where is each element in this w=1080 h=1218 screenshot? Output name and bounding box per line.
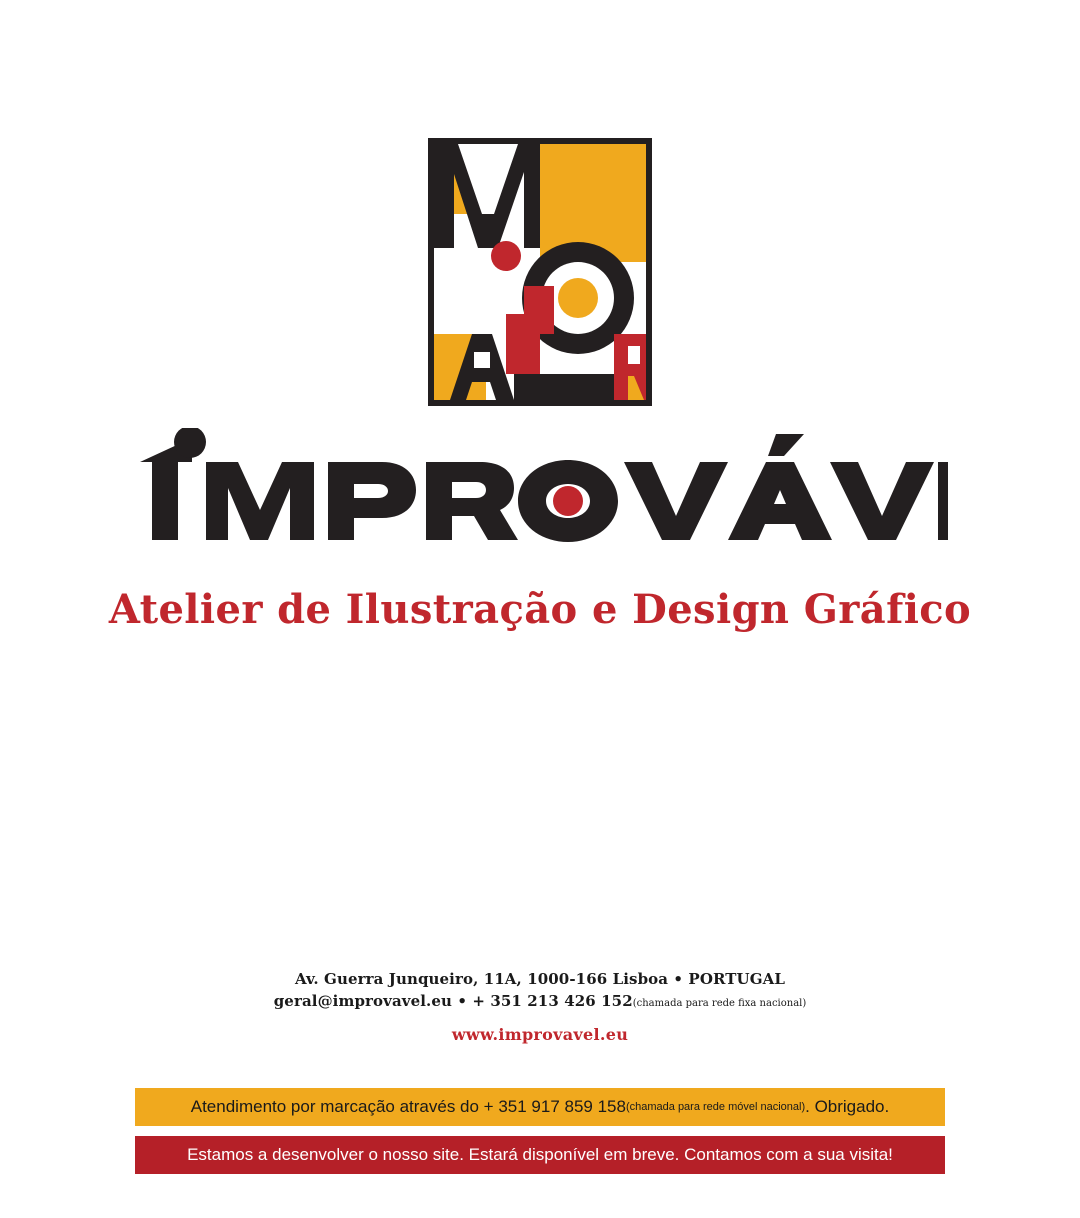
brand-wordmark bbox=[0, 428, 1080, 550]
appointment-banner-note: (chamada para rede móvel nacional) bbox=[625, 1101, 806, 1113]
brand-logo-mark bbox=[428, 138, 652, 406]
contact-website-link[interactable]: www.improvavel.eu bbox=[451, 1025, 629, 1044]
contact-email-phone-line bbox=[0, 990, 1080, 1015]
appointment-banner-thanks: . Obrigado. bbox=[805, 1097, 890, 1116]
site-under-construction-banner bbox=[135, 1136, 945, 1174]
contact-address: Av. Guerra Junqueiro, 11A, 1000-166 Lisboa • PORTUGAL bbox=[294, 970, 786, 988]
contact-email-phone: geral@improvavel.eu • + 351 213 426 152 bbox=[273, 992, 633, 1010]
contact-phone-note: (chamada para rede fixa nacional) bbox=[632, 998, 807, 1009]
appointment-banner bbox=[135, 1088, 945, 1126]
brand-tagline: Atelier de Ilustração e Design Gráfico bbox=[108, 586, 972, 633]
site-under-construction-text: Estamos a desenvolver o nosso site. Estará disponível em breve. Contamos com a sua visita! bbox=[187, 1145, 893, 1164]
contact-block bbox=[0, 968, 1080, 1044]
appointment-banner-text: Atendimento por marcação através do + 351 917 859 158 bbox=[190, 1097, 626, 1116]
